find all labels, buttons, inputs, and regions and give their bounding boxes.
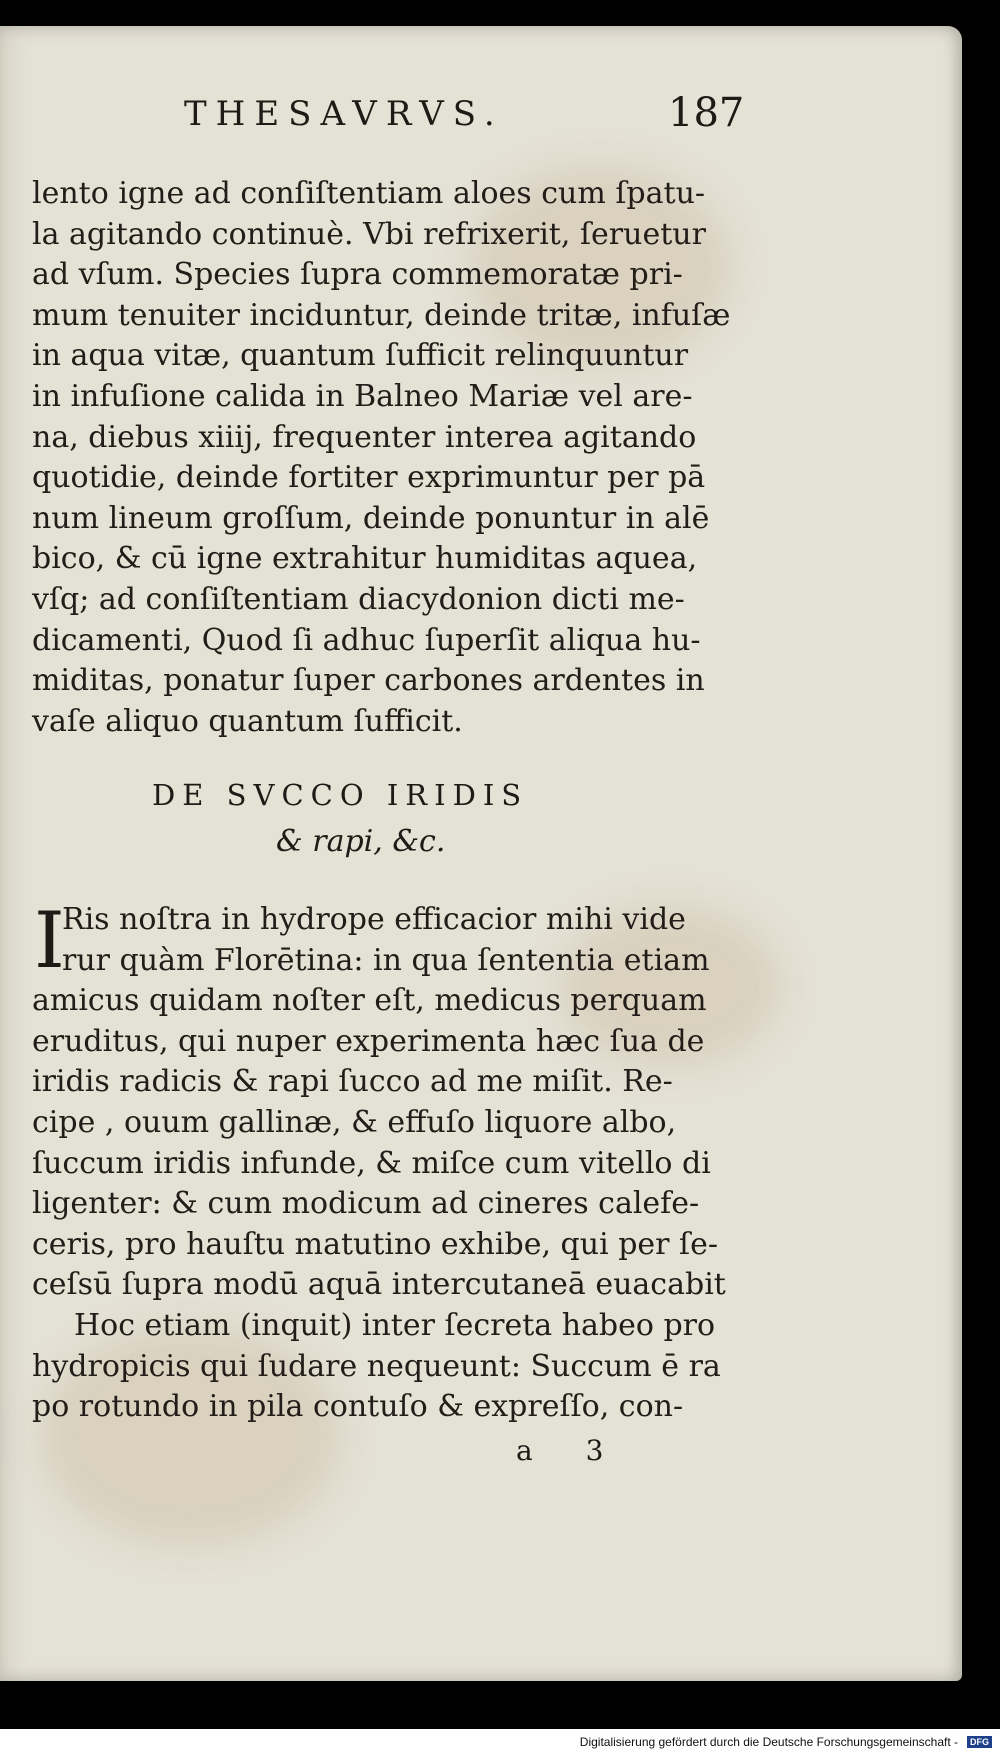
passage-2	[32, 896, 732, 1428]
text-line: num lineum groſſum, deinde ponuntur in alē	[32, 500, 710, 536]
text-line: vſq; ad conſiſtentiam diacydonion dicti me-	[32, 581, 685, 617]
text-line: in aqua vitæ, quantum ſufficit relinquuntur	[32, 338, 689, 374]
book-page	[0, 26, 962, 1681]
text-line: miditas, ponatur ſuper carbones ardentes in	[32, 663, 705, 699]
text-line: iridis radicis & rapi ſucco ad me miſit. Re-	[32, 1064, 673, 1100]
text-line: rur quàm Florētina: in qua ſententia etiam	[62, 942, 710, 978]
drop-cap: I	[34, 896, 65, 986]
text-line: ſuccum iridis infunde, & miſce cum vitello di	[32, 1145, 711, 1181]
section-heading: DE SVCCO IRIDIS	[152, 778, 529, 812]
text-line: in infuſione calida in Balneo Mariæ vel are-	[32, 378, 693, 414]
text-line: hydropicis qui ſudare nequeunt: Succum ē ra	[32, 1348, 721, 1384]
text-line: Ris noſtra in hydrope efficacior mihi vide	[62, 902, 686, 937]
text-line: la agitando continuè. Vbi refrixerit, ſeruetur	[32, 216, 706, 252]
text-line: ceris, pro hauſtu matutino exhibe, qui per ſe-	[32, 1226, 719, 1262]
text-line: ligenter: & cum modicum ad cineres calefe-	[32, 1186, 700, 1222]
text-line: amicus quidam noſter eſt, medicus perquam	[32, 983, 707, 1019]
text-line: quotidie, deinde fortiter exprimuntur per pā	[32, 460, 706, 496]
text-line: vaſe aliquo quantum ſufficit.	[32, 703, 463, 739]
text-line: mum tenuiter inciduntur, deinde tritæ, infuſæ	[32, 297, 731, 333]
running-head: THESAVRVS.	[184, 94, 504, 134]
text-line: dicamenti, Quod ſi adhuc ſuperſit aliqua hu-	[32, 622, 701, 658]
passage-1	[32, 174, 732, 742]
text-line: ceſsū ſupra modū aquā intercutaneā euacabit	[32, 1267, 726, 1303]
section-subheading: & rapi, &c.	[276, 824, 446, 859]
page-number: 187	[668, 90, 745, 136]
dfg-logo: DFG	[967, 1736, 992, 1748]
text-line: bico, & cū igne extrahitur humiditas aquea,	[32, 541, 698, 577]
text-line: na, diebus xiiij, frequenter interea agitando	[32, 419, 697, 455]
text-line: ad vſum. Species ſupra commemoratæ pri-	[32, 257, 683, 293]
footer-credit: Digitalisierung gefördert durch die Deutsche Forschungsgemeinschaft -	[579, 1735, 958, 1749]
text-line: eruditus, qui nuper experimenta hæc ſua de	[32, 1023, 705, 1059]
text-line: lento igne ad conſiſtentiam aloes cum ſpatu-	[32, 176, 706, 211]
digitization-footer	[0, 1729, 1000, 1753]
text-line: Hoc etiam (inquit) inter ſecreta habeo pro	[74, 1307, 716, 1343]
text-line: cipe , ouum gallinæ, & effuſo liquore albo,	[32, 1104, 677, 1140]
text-line: po rotundo in pila contuſo & expreſſo, con-	[32, 1389, 684, 1425]
signature-mark: a 3	[516, 1434, 626, 1467]
